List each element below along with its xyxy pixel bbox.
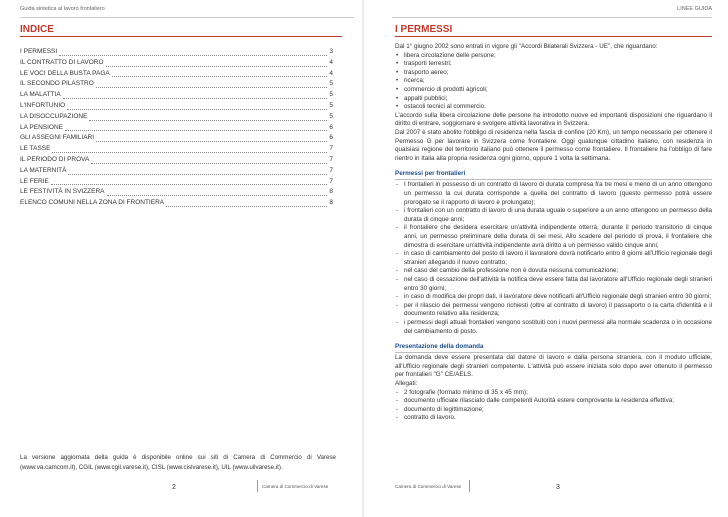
toc-entry-page: 7 [329, 177, 333, 185]
toc-entry-label: GLI ASSEGNI FAMILIARI [20, 134, 95, 142]
toc-entry-page: 5 [329, 112, 333, 120]
toc-leader-dots [96, 141, 327, 142]
toc-leader-dots [96, 87, 328, 88]
permit-list [395, 181, 712, 336]
toc-leader-dots [67, 109, 327, 110]
toc-entry-label: ELENCO COMUNI NELLA ZONA DI FRONTIERA [20, 199, 165, 207]
toc-entry-page: 4 [329, 69, 333, 77]
list-item: - in caso di modifica dei propri dati, il lavoratore deve notificarli all'Ufficio regionale degli stranieri entro 30 giorni; [395, 293, 712, 302]
list-item: • appalti pubblici; [395, 95, 712, 104]
toc-entry-page: 7 [329, 155, 333, 163]
toc-leader-dots [89, 120, 327, 121]
toc-entry-label: I PERMESSI [20, 48, 58, 55]
running-header-left: Guida sintetica al lavoro frontaliero [20, 6, 354, 18]
toc-entry-label: LE FERIE [20, 177, 49, 185]
toc-entry[interactable] [20, 155, 333, 166]
attachments-list [395, 389, 712, 423]
toc-entry-page: 4 [329, 58, 333, 66]
toc-entry-label: IL SECONDO PILASTRO [20, 80, 94, 88]
online-note: La versione aggiornata della guida è disponibile online sui siti di Camera di Commercio di Varese (www.va.camcom.it), CGIL (www.cgil.varese.it), CISL (www.cislvarese.it), UIL (www.uilvarese.it). [20, 454, 336, 472]
list-item: - I frontalieri in possesso di un contratto di lavoro di durata compresa fra tre mesi e meno di un anno ottengono un permesso la cui durata corrisponde a quella del contratto di lavoro (questo permesso potrà essere prorogato se il rapporto di lavoro è prolungato); [395, 181, 712, 207]
toc-entry-label: LE VOCI DELLA BUSTA PAGA [20, 69, 110, 77]
page-number-left: 2 [172, 484, 176, 491]
list-item: - in caso di cambiamento del posto di lavoro il lavoratore dovrà notificarlo entro 8 giorni all'Ufficio regionale degli stranieri allegando il nuovo contratto; [395, 250, 712, 267]
paragraph: L'accordo sulla libera circolazione delle persone ha introdotto nuove ed importanti disposizioni che riguardano il diritto di entrare, soggiornare e svolgere attività lavorativa in Svizzera. [395, 111, 712, 128]
toc-leader-dots [52, 152, 327, 153]
toc-leader-dots [112, 76, 328, 77]
list-item: - i permessi degli attuali frontalieri vengono sostituiti con i nuovi permessi alla normale scadenza o in occasione del cambiamento di posto. [395, 319, 712, 336]
list-item: - contratto di lavoro. [395, 414, 712, 423]
list-item: - nel caso del cambio della professione non è dovuta nessuna comunicazione; [395, 267, 712, 276]
toc-entry-page: 7 [329, 145, 333, 153]
toc-entry[interactable] [20, 177, 333, 188]
toc-entry-page: 5 [329, 101, 333, 109]
toc-leader-dots [166, 206, 327, 207]
attachments-label: Allegati: [395, 379, 418, 387]
list-item: - per il rilascio dei permessi vengono richiesti (oltre al contratto di lavoro) il passaporto o la carta d'identità e il documento relativo alla residenza; [395, 302, 712, 319]
toc-entry-label: IL CONTRATTO DI LAVORO [20, 58, 104, 66]
toc-leader-dots [106, 66, 328, 67]
list-item: • ostacoli tecnici al commercio. [395, 103, 712, 112]
toc-entry-page: 6 [329, 134, 333, 142]
section-title: Permessi per frontalieri [395, 170, 712, 180]
toc-entry-label: IL PERIODO DI PROVA [20, 155, 90, 163]
table-of-contents [20, 47, 333, 209]
paragraph: La domanda deve essere presentata dal datore di lavoro e dalla persona straniera, con il modulo ufficiale, all'Ufficio regionale degli stranieri competente. L'attività può essere iniziata solo dopo aver ottenuto il permesso per frontalieri "G" CE/AELS. [395, 354, 712, 379]
list-item: - i frontalieri con un contratto di lavoro di una durata uguale o superiore a un anno ottengono un permesso della durata di cinque anni; [395, 207, 712, 224]
toc-entry[interactable] [20, 166, 333, 177]
list-item: • commercio di prodotti agricoli; [395, 86, 712, 95]
index-title: INDICE [20, 24, 54, 35]
list-item: • ricerca; [395, 77, 712, 86]
running-header-right: LINEE GUIDA [392, 6, 712, 18]
list-item: - 2 fotografie (formato minimo di 35 x 45 mm); [395, 389, 712, 398]
toc-entry-page: 5 [329, 91, 333, 99]
toc-leader-dots [107, 195, 328, 196]
footer-right: Camera di Commercio di Varese [395, 484, 462, 489]
toc-leader-dots [68, 174, 327, 175]
toc-entry[interactable] [20, 187, 333, 198]
toc-entry[interactable] [20, 90, 333, 101]
footer-left: Camera di Commercio di Varese [262, 484, 329, 489]
toc-entry[interactable] [20, 198, 333, 209]
toc-entry[interactable] [20, 101, 333, 112]
toc-leader-dots [91, 163, 327, 164]
list-item: • libera circolazione delle persone; [395, 52, 712, 61]
footer-divider [257, 480, 258, 492]
toc-entry-page: 3 [329, 48, 333, 55]
toc-entry-label: LA MATERNITÀ [20, 166, 67, 174]
permessi-body [395, 43, 712, 423]
permessi-title: I PERMESSI [395, 24, 453, 35]
toc-entry-label: LA DISOCCUPAZIONE [20, 112, 88, 120]
toc-entry[interactable] [20, 58, 333, 69]
toc-entry[interactable] [20, 144, 333, 155]
list-item: - documento di legittimazione; [395, 406, 712, 415]
list-item: - documento ufficiale rilasciato dalle competenti Autorità estere comprovante la residenza effettiva; [395, 397, 712, 406]
toc-entry-label: LE FESTIVITÀ IN SVIZZERA [20, 188, 105, 196]
intro-text: Dal 1° giugno 2002 sono entrati in vigore gli "Accordi Bilaterali Svizzera - UE", che riguardano: [395, 43, 658, 50]
toc-entry-page: 5 [329, 80, 333, 88]
toc-entry[interactable] [20, 69, 333, 80]
toc-entry-page: 6 [329, 123, 333, 131]
toc-entry-label: LA MALATTIA [20, 91, 61, 99]
toc-entry[interactable] [20, 79, 333, 90]
toc-leader-dots [51, 184, 327, 185]
page-number-right: 3 [556, 484, 560, 491]
toc-entry[interactable] [20, 133, 333, 144]
footer-divider [469, 480, 470, 492]
toc-entry[interactable] [20, 47, 333, 58]
toc-entry[interactable] [20, 112, 333, 123]
list-item: • trasporti terrestri; [395, 60, 712, 69]
toc-entry-page: 7 [329, 166, 333, 174]
paragraph: Dal 2007 è stato abolito l'obbligo di residenza nella fascia di confine (20 Km), un tempo necessario per ottenere il Permesso G per lavorare in Svizzera come frontaliere. Oggi qualunque cittadino italiano, con residenza in qualsiasi regione del territorio italiano può ottenere il permesso come frontaliere. Il frontaliere ha l'obbligo di fare rientro in Italia alla propria residenza ogni giorno, oppure 1 volta la settimana. [395, 128, 712, 162]
list-item: - il frontaliere che desidera esercitare un'attività indipendente otterrà, durante il periodo transitorio di cinque anni, un permesso preliminare della durata di sei mesi. Allo scadere del periodo di prova, il frontaliere che dimostra di esercitare un'attività indipendente avrà diritto a un permesso valido cinque anni; [395, 224, 712, 250]
right-page [364, 0, 728, 517]
toc-entry-page: 8 [329, 188, 333, 196]
toc-entry-page: 8 [329, 199, 333, 207]
toc-entry-label: L'INFORTUNIO [20, 101, 66, 109]
list-item: - nel caso di cessazione dell'attività la notifica deve essere fatta dal lavoratore all'Ufficio regionale degli stranieri entro 30 giorni; [395, 276, 712, 293]
title-rule [20, 24, 342, 37]
toc-entry-label: LE TASSE [20, 145, 51, 153]
section-title: Presentazione della domanda [395, 343, 712, 353]
toc-entry[interactable] [20, 123, 333, 134]
toc-leader-dots [65, 130, 327, 131]
toc-entry-label: LA PENSIONE [20, 123, 63, 131]
toc-leader-dots [59, 55, 327, 56]
list-item: • trasporto aereo; [395, 69, 712, 78]
intro-bullet-list [395, 52, 712, 112]
toc-leader-dots [63, 98, 328, 99]
